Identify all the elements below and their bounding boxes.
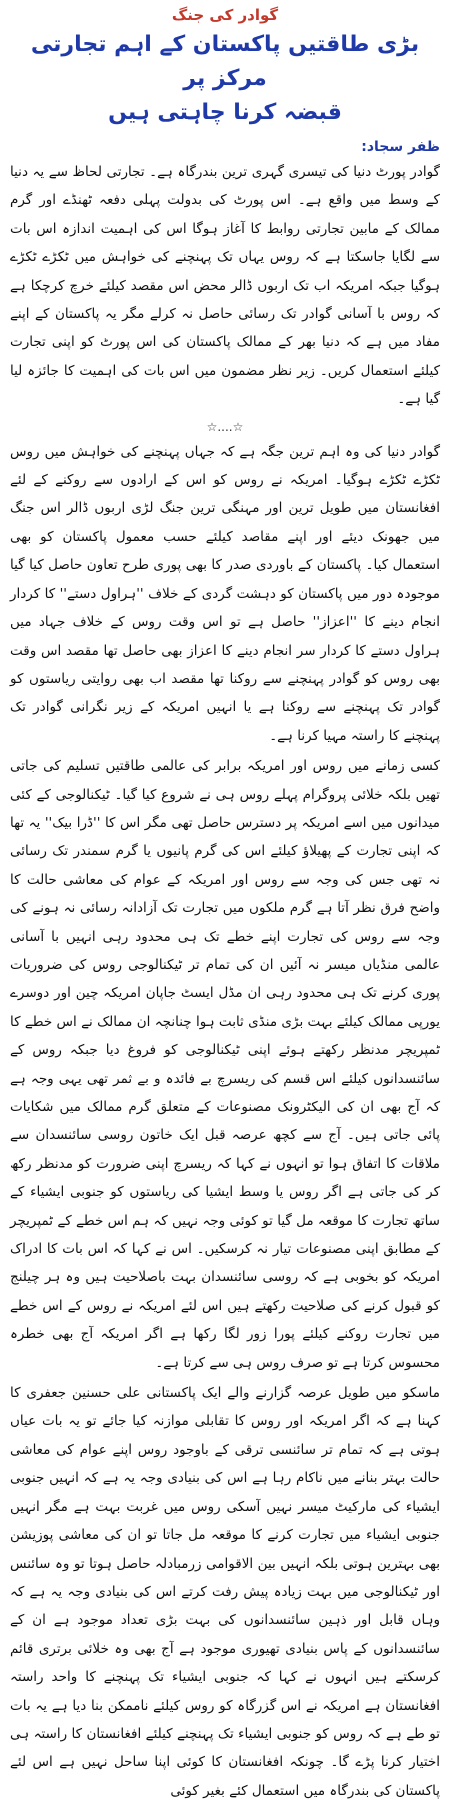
paragraph: کسی زمانے میں روس اور امریکہ برابر کی عالمی طاقتیں تسلیم کی جاتی تھیں بلکہ خلائی پروگرام پہلے روس ہی نے شروع کیا گیا۔ ٹیکنالوجی کے کئی میدانوں میں اسے امریکہ پر دسترس حاصل تھی مگر اس کا ''ڈرا بیک'' یہ تھا کہ اپنی تجارت کے پھیلاؤ کیلئے اس کی گرم پانیوں یا گرم سمندر تک رسائی نہ تھی جس کی وجہ سے روس اور امریکہ کے عوام کی معاشی حالت کا واضح فرق نظر آتا ہے گرم ملکوں میں تجارت تک آزادانہ رسائی نہ ہونے کی وجہ سے روس کی تجارت اپنے خطے تک ہی محدود رہی انہیں با آسانی عالمی منڈیاں میسر نہ آئیں ان کی تمام تر ٹیکنالوجی روس کی ضروریات پوری کرنے تک ہی محدود رہی ان مڈل ایسٹ جاپان امریکہ چین اور دوسرے یورپی ممالک کیلئے بہت بڑی منڈی ثابت ہوا چنانچہ ان ممالک نے اس خطے کا ٹمپریچر مدنظر رکھتے ہوئے اپنی ٹیکنالوجی کو فروغ دیا جبکہ روس کے سائنسدانوں کیلئے اس قسم کی ریسرچ بے فائدہ و بے ثمر تھی یہی وجہ ہے کہ آج بھی ان کی الیکٹرونک مصنوعات کے متعلق گرم ممالک میں شکایات پائی جاتی ہیں۔ آج سے کچھ عرصہ قبل ایک خاتون روسی سائنسدان سے ملاقات کا اتفاق ہوا تو انہوں نے کہا کہ ریسرچ اپنی ضرورت کو مدنظر رکھ کر کی جاتی ہے اگر روس یا وسط ایشیا کی ریاستوں کو جنوبی ایشیاء کے ساتھ تجارت کا موقعہ مل گیا تو کوئی وجہ نہیں کہ ہم اس خطے کے ٹمپریچر کے مطابق اپنی مصنوعات تیار نہ کرسکیں۔ اس نے کہا کہ اس بات کا ادراک امریکہ کو بخوبی ہے کہ روسی سائنسدان بہت باصلاحیت ہیں وہ ہر چیلنج کو قبول کرنے کی صلاحیت رکھتے ہیں اس لئے امریکہ نے روس کے اس خطے میں تجارت روکنے کیلئے پورا زور لگا رکھا ہے اگر امریکہ آج بھی خطرہ محسوس کرتا ہے تو صرف روس ہی سے کرتا ہے۔ <box>10 758 440 1371</box>
headline-line-2: قبضہ کرنا چاہتی ہیں <box>108 100 342 125</box>
article-page <box>0 4 450 1799</box>
article-byline: ظفر سجاد: <box>361 139 440 155</box>
headline-line-1: بڑی طاقتیں پاکستان کے اہم تجارتی مرکز پر <box>30 32 420 91</box>
article-body <box>10 158 440 1805</box>
section-separator: ☆....☆ <box>206 419 244 434</box>
article-kicker: گوادر کی جنگ <box>171 6 279 24</box>
paragraph: ماسکو میں طویل عرصہ گزارنے والے ایک پاکستانی علی حسنین جعفری کا کہنا ہے کہ اگر امریکہ اور روس کا تقابلی موازنہ کیا جائے تو یہ بات عیاں ہوتی ہے کہ تمام تر سائنسی ترقی کے باوجود روس اپنے عوام کی معاشی حالت بہتر بنانے میں ناکام رہا ہے اس کی بنیادی وجہ یہ ہے کہ انہیں جنوبی ایشیاء کی مارکیٹ میسر نہیں آسکی روس میں غربت بہت ہے مگر انہیں جنوبی ایشیاء میں تجارت کرنے کا موقعہ مل جاتا تو ان کی معاشی پوزیشن بھی بہترین ہوتی بلکہ انہیں بین الاقوامی زرمبادلہ حاصل ہوتا تو وہ سائنس اور ٹیکنالوجی میں بہت زیادہ پیش رفت کرتے اس کی بنیادی وجہ یہ ہے کہ وہاں قابل اور ذہین سائنسدانوں کی بہت بڑی تعداد موجود ہے ان کے سائنسدانوں کے پاس بنیادی تھیوری موجود ہے آج بھی وہ خلائی برتری قائم کرسکتے ہیں انہوں نے کہا کہ جنوبی ایشیاء تک پہنچنے کا واحد راستہ افغانستان ہے امریکہ نے اس گزرگاہ کو روس کیلئے ناممکن بنا دیا ہے یہ بات تو طے ہے کہ روس کو جنوبی ایشیاء تک پہنچنے کیلئے افغانستان کا راستہ ہی اختیار کرنا پڑے گا۔ چونکہ افغانستان کا کوئی اپنا ساحل نہیں ہے اس لئے پاکستان کی بندرگاہ میں استعمال کئے بغیر کوئی <box>10 1385 440 1799</box>
paragraph-intro: گوادر پورٹ دنیا کی تیسری گہری ترین بندرگاہ ہے۔ تجارتی لحاظ سے یہ دنیا کے وسط میں واقع ہے۔ اس پورٹ کی بدولت پہلی دفعہ ٹھنڈے اور گرم ممالک کے مابین تجارتی روابط کا آغاز ہوگا اس کی اہمیت اندازہ اس بات سے لگایا جاسکتا ہے کہ روس یہاں تک پہنچنے کی خواہش میں ٹکڑے ٹکڑے ہوگیا جبکہ امریکہ اب تک اربوں ڈالر محض اس مقصد کیلئے خرچ کرچکا ہے کہ روس با آسانی گوادر تک رسائی حاصل نہ کرلے مگر یہ پاکستان کے اپنے مفاد میں ہے کہ دنیا بھر کے ممالک پاکستان کی اس پورٹ کو اپنی تجارت کیلئے استعمال کریں۔ زیر نظر مضمون میں اس بات کی اہمیت کا جائزہ لیا گیا ہے۔ <box>10 164 440 408</box>
article-headline <box>10 28 440 130</box>
paragraph: گوادر دنیا کی وہ اہم ترین جگہ ہے کہ جہاں پہنچنے کی خواہش میں روس ٹکڑے ٹکڑے ہوگیا۔ امریکہ نے روس کو اس کے ارادوں سے روکنے کے لئے افغانستان میں طویل ترین اور مہنگی ترین جنگ لڑی اربوں ڈالر اس جنگ میں جھونک دیئے اور اپنے مقاصد کیلئے حسب معمول پاکستان کو بھی استعمال کیا۔ پاکستان کے باوردی صدر کا بھی پوری طرح تعاون حاصل کیا گیا موجودہ دور میں پاکستان کو دہشت گردی کے خلاف ''ہراول دستے'' کا کردار انجام دینے کا ''اعزاز'' حاصل ہے تو اس وقت روس کے خلاف جہاد میں ہراول دستے کا کردار سر انجام دینے کا اعزاز بھی حاصل تھا مقصد اس وقت بھی روس کو گوادر پہنچنے سے روکنا تھا مقصد اب بھی روایتی ریاستوں کو گوادر تک پہنچنے سے روکنا ہے یا انہیں امریکہ کے زیر نگرانی گوادر تک پہنچنے کا راستہ مہیا کرنا ہے۔ <box>10 443 440 744</box>
